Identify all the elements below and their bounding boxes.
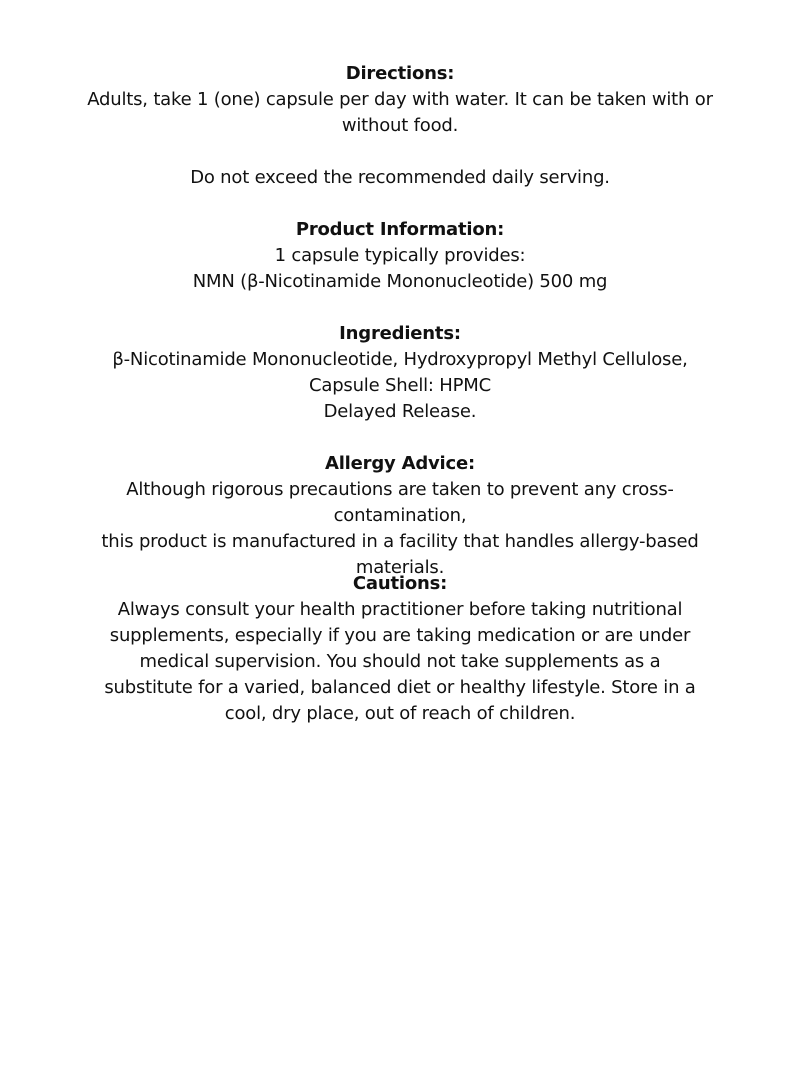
directions-line: without food.: [341, 115, 459, 136]
allergy-advice-section: [0, 451, 800, 581]
cautions-line: substitute for a varied, balanced diet or healthy lifestyle. Store in a: [104, 677, 696, 698]
ingredients-line: β-Nicotinamide Mononucleotide, Hydroxypropyl Methyl Cellulose,: [112, 349, 688, 370]
allergy-advice-line: contamination,: [333, 505, 467, 526]
cautions-section: [0, 571, 800, 727]
ingredients-line: Capsule Shell: HPMC: [309, 375, 491, 396]
cautions-line: cool, dry place, out of reach of children.: [224, 703, 576, 724]
allergy-advice-line: Although rigorous precautions are taken to prevent any cross-: [126, 479, 674, 500]
product-information-section: [0, 217, 800, 295]
directions-spacer: [0, 139, 800, 165]
cautions-line: supplements, especially if you are taking medication or are under: [109, 625, 691, 646]
ingredients-section: [0, 321, 800, 425]
allergy-advice-line: this product is manufactured in a facility that handles allergy-based: [101, 531, 699, 552]
product-information-line: NMN (β-Nicotinamide Mononucleotide) 500 mg: [192, 271, 608, 292]
ingredients-heading: Ingredients:: [339, 323, 461, 344]
allergy-advice-line: materials.: [355, 557, 445, 578]
directions-line: Do not exceed the recommended daily serving.: [190, 167, 610, 188]
cautions-heading: Cautions:: [352, 573, 448, 594]
directions-heading: Directions:: [345, 63, 455, 84]
product-information-heading: Product Information:: [295, 219, 505, 240]
product-information-line: 1 capsule typically provides:: [274, 245, 526, 266]
cautions-line: Always consult your health practitioner before taking nutritional: [117, 599, 683, 620]
cautions-line: medical supervision. You should not take supplements as a: [139, 651, 661, 672]
ingredients-line: Delayed Release.: [323, 401, 477, 422]
directions-line: Adults, take 1 (one) capsule per day with water. It can be taken with or: [87, 89, 713, 110]
allergy-advice-heading: Allergy Advice:: [324, 453, 476, 474]
directions-section: [0, 61, 800, 191]
